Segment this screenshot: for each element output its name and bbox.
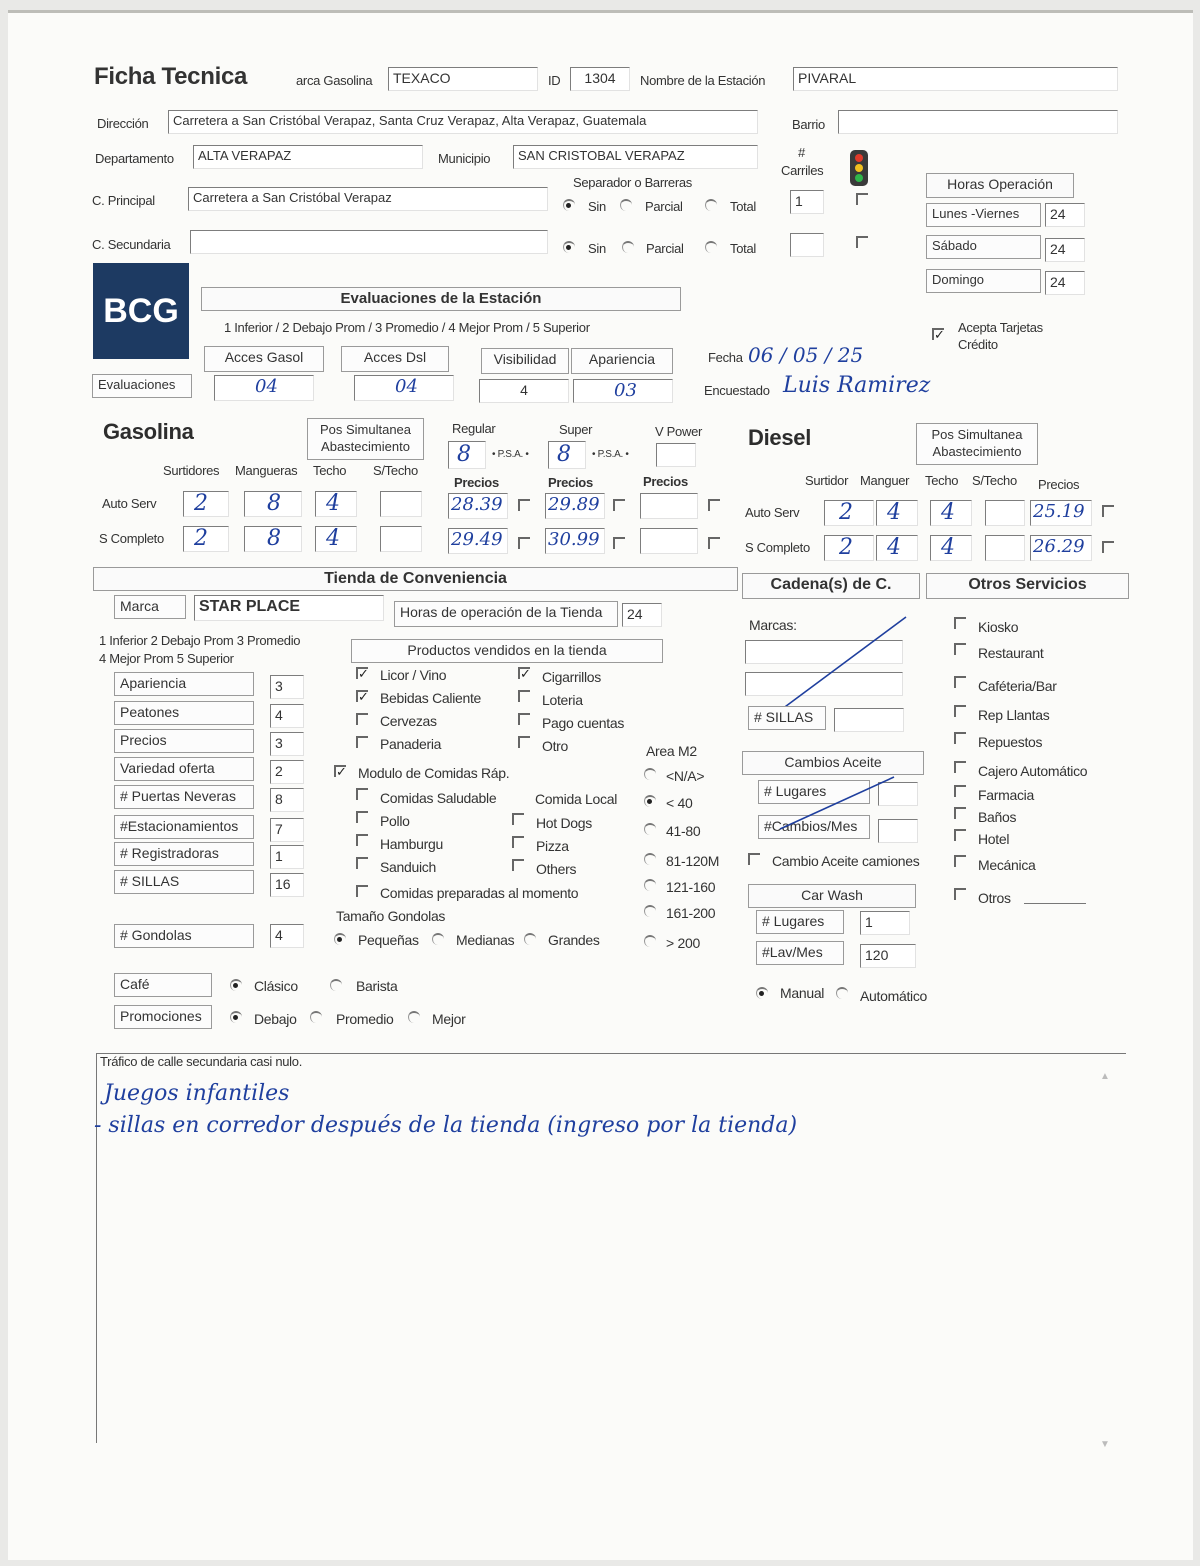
diesel-pos-label: [916, 423, 1038, 465]
cadena-title: Cadena(s) de C.: [742, 573, 920, 599]
mangueras-header: Mangueras: [235, 463, 298, 478]
diesel-scomp-manguer[interactable]: [876, 535, 918, 561]
principal-label: C. Principal: [92, 193, 155, 208]
gas-scomp-label: S Completo: [99, 531, 164, 546]
traffic-light-icon: [846, 148, 872, 188]
producto-checkbox[interactable]: [356, 736, 368, 748]
area-option-label: < 40: [666, 795, 693, 811]
rating-label: #Estacionamientos: [114, 815, 254, 839]
diesel-auto-checkbox[interactable]: [1102, 505, 1114, 517]
producto-label: Cigarrillos: [542, 669, 601, 685]
modulo-label: Modulo de Comidas Ráp.: [358, 765, 510, 781]
diesel-title: Diesel: [748, 425, 812, 450]
carriles-secundaria-field[interactable]: [790, 233, 824, 257]
area-option-label: <N/A>: [666, 768, 705, 784]
gondolas-size-label: Tamaño Gondolas: [336, 908, 446, 924]
area-radio[interactable]: [644, 935, 656, 947]
scroll-down-icon[interactable]: ▼: [1100, 1439, 1110, 1450]
diesel-scomp-surtidor-value: 2: [839, 535, 853, 560]
regular-pos-field[interactable]: [448, 441, 486, 469]
producto-label: Cervezas: [380, 713, 437, 729]
otro-servicio-label: Repuestos: [978, 734, 1043, 750]
manual-label: Manual: [780, 985, 825, 1001]
vpower-pos-field[interactable]: [656, 443, 696, 467]
gondolas-field[interactable]: 4: [270, 924, 304, 948]
gas-scomp-precio-super[interactable]: [545, 528, 605, 554]
secundaria-total-label: Total: [730, 241, 756, 256]
rating-label: # Puertas Neveras: [114, 785, 254, 809]
gas-scomp-techo-value: 4: [326, 526, 340, 551]
secundaria-checkbox[interactable]: [856, 236, 868, 248]
comida-checkbox[interactable]: [512, 859, 524, 871]
area-option-label: 41-80: [666, 823, 701, 839]
marcas-label: Marcas:: [749, 617, 797, 633]
producto-checkbox[interactable]: ✓: [358, 666, 369, 681]
gas-auto-super-checkbox[interactable]: [613, 499, 625, 511]
prep-checkbox[interactable]: [356, 885, 368, 897]
domingo-field[interactable]: 24: [1045, 271, 1085, 295]
area-radio[interactable]: [644, 823, 656, 835]
secundaria-sin-radio[interactable]: [563, 241, 575, 253]
gas-auto-precio-super[interactable]: [545, 493, 605, 519]
gas-scomp-vpower-checkbox[interactable]: [708, 537, 720, 549]
nombre-label: Nombre de la Estación: [640, 73, 766, 88]
diesel-auto-techo[interactable]: [930, 500, 972, 526]
promo-radio[interactable]: [408, 1011, 420, 1023]
producto-label: Otro: [542, 738, 569, 754]
promo-option-label: Debajo: [254, 1011, 297, 1027]
promo-option-label: Promedio: [336, 1011, 394, 1027]
otros-line: [1024, 903, 1086, 904]
gasolina-title: Gasolina: [103, 419, 194, 444]
secundaria-total-radio[interactable]: [705, 241, 717, 253]
cambios-aceite-title: Cambios Aceite: [742, 751, 924, 775]
producto-label: Panaderia: [380, 736, 442, 752]
area-option-label: 81-120M: [666, 853, 720, 869]
diesel-manguer-header: Manguer: [860, 473, 910, 488]
rating-field[interactable]: 3: [270, 732, 304, 756]
camiones-checkbox[interactable]: [748, 853, 760, 865]
surtidores-header: Surtidores: [163, 463, 220, 478]
rating-field[interactable]: 2: [270, 760, 304, 784]
cafe-label: Café: [114, 973, 212, 997]
rating-label: # Registradoras: [114, 842, 254, 866]
rating-field[interactable]: 16: [270, 873, 304, 897]
gas-scomp-precio-super-value: 30.99: [548, 529, 600, 550]
gondola-size-radio[interactable]: [334, 933, 346, 945]
gasolina-pos-line2: Abastecimiento: [321, 439, 410, 454]
diesel-precios-header: Precios: [1038, 477, 1080, 492]
tienda-horas-field[interactable]: 24: [622, 603, 662, 627]
otro-servicio-checkbox[interactable]: [954, 705, 966, 717]
diesel-auto-manguer-value: 4: [887, 500, 901, 525]
gondola-size-label: Grandes: [548, 932, 600, 948]
bcg-logo: BCG: [93, 263, 189, 359]
prep-label: Comidas preparadas al momento: [380, 885, 579, 901]
gas-scomp-mangueras[interactable]: [244, 526, 302, 552]
rating-field[interactable]: 4: [270, 704, 304, 728]
otro-servicio-label: Rep Llantas: [978, 707, 1050, 723]
area-radio[interactable]: [644, 795, 656, 807]
gas-scomp-precio-regular[interactable]: [448, 528, 508, 554]
direccion-label: Dirección: [97, 116, 149, 131]
sabado-label: Sábado: [926, 235, 1041, 259]
precios-super-header: Precios: [548, 475, 593, 490]
promociones-label: Promociones: [114, 1005, 212, 1029]
gas-auto-precio-vpower[interactable]: [640, 493, 698, 519]
regular-pos-value: 8: [457, 442, 471, 467]
automatico-label: Automático: [860, 988, 928, 1004]
comida-label: Pollo: [380, 813, 410, 829]
rating-field[interactable]: 8: [270, 788, 304, 812]
comida-label: Sanduich: [380, 859, 436, 875]
otro-servicio-checkbox[interactable]: [954, 855, 966, 867]
promo-radio[interactable]: [310, 1011, 322, 1023]
promo-option-label: Mejor: [432, 1011, 466, 1027]
producto-label: Loteria: [542, 692, 583, 708]
otro-servicio-label: Restaurant: [978, 645, 1044, 661]
diesel-auto-stecho[interactable]: [985, 500, 1025, 526]
secundaria-label: C. Secundaria: [92, 237, 171, 252]
super-pos-value: 8: [557, 442, 571, 467]
otro-servicio-label: Kiosko: [978, 619, 1019, 635]
acces-dsl-field[interactable]: [354, 375, 454, 401]
comida-label: Pizza: [536, 838, 569, 854]
visibilidad-field[interactable]: 4: [479, 379, 569, 403]
notes-hand-1: Juegos infantiles: [104, 1081, 290, 1106]
cafe-option-label: Clásico: [254, 978, 298, 994]
gas-scomp-techo[interactable]: [315, 526, 357, 552]
cafe-option-label: Barista: [356, 978, 398, 994]
rating-label: Apariencia: [114, 672, 254, 696]
carriles-hash: #: [798, 145, 805, 160]
diesel-scomp-precio[interactable]: [1030, 535, 1092, 561]
diesel-pos-line1: Pos Simultanea: [931, 427, 1023, 442]
visibilidad-header: Visibilidad: [481, 348, 569, 374]
diesel-scomp-checkbox[interactable]: [1102, 541, 1114, 553]
modulo-checkbox[interactable]: ✓: [336, 764, 347, 779]
evaluaciones-title: Evaluaciones de la Estación: [201, 287, 681, 311]
gas-auto-surtidores-value: 2: [194, 491, 208, 516]
principal-parcial-label: Parcial: [645, 199, 683, 214]
encuestador-value: Luis Ramirez: [783, 373, 931, 398]
comida-checkbox[interactable]: [356, 834, 368, 846]
gas-auto-techo[interactable]: [315, 491, 357, 517]
acces-gasol-header: Acces Gasol: [204, 346, 324, 372]
producto-checkbox[interactable]: [356, 713, 368, 725]
gas-scomp-mangueras-value: 8: [267, 526, 281, 551]
id-label: ID: [548, 73, 561, 88]
strikethrough-line-2: [778, 773, 898, 833]
form-sheet: [8, 10, 1193, 1560]
carwash-lugares-label: # Lugares: [756, 910, 844, 934]
acces-dsl-value: 04: [395, 376, 418, 397]
diesel-scomp-surtidor[interactable]: [824, 535, 874, 561]
lunes-viernes-field[interactable]: 24: [1045, 203, 1085, 227]
regular-label: Regular: [452, 421, 496, 436]
apariencia-field[interactable]: [573, 379, 673, 403]
comida-checkbox[interactable]: [356, 857, 368, 869]
gondola-size-radio[interactable]: [432, 933, 444, 945]
producto-checkbox[interactable]: [518, 736, 530, 748]
principal-total-label: Total: [730, 199, 756, 214]
otro-servicio-label: Farmacia: [978, 787, 1034, 803]
precios-regular-header: Precios: [454, 475, 499, 490]
area-option-label: 121-160: [666, 879, 716, 895]
aceite-cambios-label: #Cambios/Mes: [758, 815, 870, 839]
lav-mes-label: #Lav/Mes: [756, 941, 844, 965]
secundaria-parcial-label: Parcial: [646, 241, 684, 256]
diesel-scomp-label: S Completo: [745, 540, 810, 555]
tienda-marca-field[interactable]: STAR PLACE: [194, 595, 384, 621]
secundaria-field[interactable]: [190, 230, 548, 254]
cafe-radio[interactable]: [230, 979, 242, 991]
sabado-field[interactable]: 24: [1045, 238, 1085, 262]
direccion-field[interactable]: Carretera a San Cristóbal Verapaz, Santa Cruz Verapaz, Alta Verapaz, Guatemala: [168, 110, 758, 134]
producto-label: Bebidas Caliente: [380, 690, 482, 706]
carwash-lugares-field[interactable]: 1: [860, 911, 910, 935]
otro-servicio-label: Mecánica: [978, 857, 1036, 873]
super-label: Super: [559, 422, 593, 437]
super-pos-field[interactable]: [548, 441, 586, 469]
tienda-scale-2: 4 Mejor Prom 5 Superior: [99, 651, 234, 666]
principal-field[interactable]: Carretera a San Cristóbal Verapaz: [188, 187, 548, 211]
gondolas-label: # Gondolas: [114, 924, 254, 948]
vpower-label: V Power: [655, 424, 703, 439]
cadena-sillas-field[interactable]: [834, 708, 904, 732]
lav-mes-field[interactable]: 120: [860, 944, 916, 968]
departamento-field[interactable]: ALTA VERAPAZ: [193, 145, 423, 169]
comida-local-label: Comida Local: [535, 791, 617, 807]
otro-servicio-checkbox[interactable]: [954, 888, 966, 900]
regular-psa: • P.S.A. •: [492, 449, 529, 460]
area-option-label: 161-200: [666, 905, 716, 921]
gas-auto-precio-regular[interactable]: [448, 493, 508, 519]
evaluaciones-label: Evaluaciones: [92, 374, 192, 398]
evaluaciones-scale: 1 Inferior / 2 Debajo Prom / 3 Promedio / 4 Mejor Prom / 5 Superior: [224, 320, 590, 335]
municipio-label: Municipio: [438, 151, 491, 166]
gondola-size-radio[interactable]: [524, 933, 536, 945]
diesel-scomp-techo-value: 4: [941, 535, 955, 560]
automatico-radio[interactable]: [836, 987, 848, 999]
super-psa: • P.S.A. •: [592, 449, 629, 460]
area-radio[interactable]: [644, 879, 656, 891]
diesel-scomp-stecho[interactable]: [985, 535, 1025, 561]
carriles-principal-field[interactable]: 1: [790, 190, 824, 214]
tarjetas-checkbox[interactable]: ✓: [934, 327, 945, 342]
diesel-scomp-precio-value: 26.29: [1033, 536, 1085, 557]
tienda-scale-1: 1 Inferior 2 Debajo Prom 3 Promedio: [99, 633, 301, 648]
rating-field[interactable]: 1: [270, 845, 304, 869]
area-radio[interactable]: [644, 853, 656, 865]
carwash-title: Car Wash: [748, 884, 916, 908]
gas-auto-precio-super-value: 29.89: [548, 494, 600, 515]
gondola-size-label: Pequeñas: [358, 932, 419, 948]
secundaria-sin-label: Sin: [588, 241, 606, 256]
fecha-label: Fecha: [708, 350, 743, 365]
domingo-label: Domingo: [926, 269, 1041, 293]
municipio-field[interactable]: SAN CRISTOBAL VERAPAZ: [513, 145, 758, 169]
diesel-surtidor-header: Surtidor: [805, 473, 849, 488]
area-label: Area M2: [646, 743, 697, 759]
otro-servicio-label: Caféteria/Bar: [978, 678, 1057, 694]
manual-radio[interactable]: [756, 987, 768, 999]
comida-label: Comidas Saludable: [380, 790, 497, 806]
producto-label: Pago cuentas: [542, 715, 625, 731]
comida-checkbox[interactable]: [512, 813, 524, 825]
producto-checkbox[interactable]: [518, 690, 530, 702]
apariencia-value: 03: [614, 380, 637, 401]
gas-scomp-precio-regular-value: 29.49: [451, 529, 503, 550]
producto-checkbox[interactable]: [518, 713, 530, 725]
otro-servicio-checkbox[interactable]: [954, 761, 966, 773]
gas-auto-regular-checkbox[interactable]: [518, 499, 530, 511]
rating-label: Peatones: [114, 701, 254, 725]
gas-auto-serv-label: Auto Serv: [102, 496, 157, 511]
diesel-stecho-header: S/Techo: [972, 473, 1017, 488]
gas-auto-vpower-checkbox[interactable]: [708, 499, 720, 511]
form-title: Ficha Tecnica: [94, 63, 248, 90]
cadena-sillas-label: # SILLAS: [748, 706, 826, 730]
diesel-auto-manguer[interactable]: [876, 500, 918, 526]
precios-vpower-header: Precios: [643, 474, 688, 489]
barrio-field[interactable]: [838, 110, 1118, 134]
rating-field[interactable]: 3: [270, 675, 304, 699]
comida-label: Hot Dogs: [536, 815, 592, 831]
otro-servicio-label: Baños: [978, 809, 1017, 825]
gas-scomp-regular-checkbox[interactable]: [518, 537, 530, 549]
gas-auto-mangueras-value: 8: [267, 491, 281, 516]
gas-auto-precio-regular-value: 28.39: [451, 494, 503, 515]
nombre-field[interactable]: PIVARAL: [793, 67, 1118, 91]
area-radio[interactable]: [644, 905, 656, 917]
otro-servicio-checkbox[interactable]: [954, 643, 966, 655]
diesel-scomp-techo[interactable]: [930, 535, 972, 561]
comida-checkbox[interactable]: [356, 811, 368, 823]
gas-auto-surtidores[interactable]: [183, 491, 229, 517]
stecho-header: S/Techo: [373, 463, 418, 478]
gas-scomp-precio-vpower[interactable]: [640, 528, 698, 554]
lunes-viernes-label: Lunes -Viernes: [926, 203, 1041, 227]
tienda-title: Tienda de Conveniencia: [93, 567, 738, 591]
gas-scomp-surtidores-value: 2: [194, 526, 208, 551]
horas-title: Horas Operación: [926, 173, 1074, 198]
gas-auto-techo-value: 4: [326, 491, 340, 516]
tienda-horas-label: Horas de operación de la Tienda: [394, 601, 618, 627]
gas-scomp-stecho[interactable]: [380, 526, 422, 552]
encuestador-label: Encuestado: [704, 383, 770, 398]
gas-auto-stecho[interactable]: [380, 491, 422, 517]
fecha-value: 06 / 05 / 25: [748, 343, 864, 367]
camiones-label: Cambio Aceite camiones: [772, 853, 920, 869]
area-radio[interactable]: [644, 768, 656, 780]
tienda-marca-label: Marca: [114, 595, 186, 619]
carriles-label: Carriles: [781, 163, 824, 178]
notes-area[interactable]: [96, 1053, 1126, 1443]
otro-servicio-label: Hotel: [978, 831, 1010, 847]
departamento-label: Departamento: [95, 151, 174, 166]
gasolina-pos-line1: Pos Simultanea: [319, 422, 412, 437]
otro-servicio-checkbox[interactable]: [954, 785, 966, 797]
otro-servicio-label: Cajero Automático: [978, 763, 1088, 779]
producto-label: Licor / Vino: [380, 667, 447, 683]
gas-scomp-surtidores[interactable]: [183, 526, 229, 552]
otro-servicio-checkbox[interactable]: [954, 732, 966, 744]
barrio-label: Barrio: [792, 117, 825, 132]
secundaria-parcial-radio[interactable]: [622, 241, 634, 253]
diesel-pos-line2: Abastecimiento: [932, 444, 1022, 459]
gas-auto-mangueras[interactable]: [244, 491, 302, 517]
diesel-auto-precio-value: 25.19: [1033, 501, 1085, 522]
rating-label: Variedad oferta: [114, 757, 254, 781]
productos-header: Productos vendidos en la tienda: [351, 639, 663, 663]
diesel-auto-label: Auto Serv: [745, 505, 800, 520]
comida-label: Others: [536, 861, 577, 877]
acces-dsl-header: Acces Dsl: [341, 346, 449, 372]
rating-label: Precios: [114, 729, 254, 753]
otros-title: Otros Servicios: [926, 573, 1129, 599]
principal-sin-label: Sin: [588, 199, 606, 214]
diesel-techo-header: Techo: [925, 473, 959, 488]
rating-field[interactable]: 7: [270, 818, 304, 842]
diesel-scomp-manguer-value: 4: [887, 535, 901, 560]
acces-gasol-field[interactable]: [214, 375, 314, 401]
producto-checkbox[interactable]: ✓: [520, 666, 531, 681]
otro-servicio-checkbox[interactable]: [954, 829, 966, 841]
comida-label: Hamburgu: [380, 836, 443, 852]
marca-field[interactable]: TEXACO: [388, 67, 538, 91]
otro-servicio-checkbox[interactable]: [954, 676, 966, 688]
aceite-lugares-label: # Lugares: [758, 780, 870, 804]
producto-checkbox[interactable]: ✓: [358, 689, 369, 704]
diesel-auto-surtidor-value: 2: [839, 500, 853, 525]
techo-header: Techo: [313, 463, 347, 478]
apariencia-header: Apariencia: [571, 348, 673, 374]
scroll-up-icon[interactable]: ▲: [1100, 1071, 1110, 1082]
rating-label: # SILLAS: [114, 870, 254, 894]
diesel-auto-surtidor[interactable]: [824, 500, 874, 526]
gas-scomp-super-checkbox[interactable]: [613, 537, 625, 549]
notes-typed: Tráfico de calle secundaria casi nulo.: [100, 1054, 303, 1069]
otro-servicio-checkbox[interactable]: [954, 807, 966, 819]
diesel-auto-precio[interactable]: [1030, 500, 1092, 526]
promo-radio[interactable]: [230, 1011, 242, 1023]
cafe-radio[interactable]: [330, 979, 342, 991]
otro-servicio-label: Otros: [978, 890, 1011, 906]
principal-sin-radio[interactable]: [563, 199, 575, 211]
diesel-auto-techo-value: 4: [941, 500, 955, 525]
marca-label: arca Gasolina: [296, 73, 373, 88]
principal-parcial-radio[interactable]: [620, 199, 632, 211]
area-option-label: > 200: [666, 935, 700, 951]
tarjetas-label-2: Crédito: [958, 337, 998, 352]
notes-hand-2: - sillas en corredor después de la tienda (ingreso por la tienda): [94, 1113, 798, 1138]
gasolina-pos-label: [307, 418, 424, 460]
otro-servicio-checkbox[interactable]: [954, 617, 966, 629]
comida-checkbox[interactable]: [356, 788, 368, 800]
separador-label: Separador o Barreras: [573, 175, 693, 190]
comida-checkbox[interactable]: [512, 836, 524, 848]
tarjetas-label-1: Acepta Tarjetas: [958, 320, 1043, 335]
gondola-size-label: Medianas: [456, 932, 515, 948]
acces-gasol-value: 04: [255, 376, 278, 397]
principal-total-radio[interactable]: [705, 199, 717, 211]
id-field[interactable]: 1304: [570, 67, 630, 91]
principal-checkbox[interactable]: [856, 193, 868, 205]
